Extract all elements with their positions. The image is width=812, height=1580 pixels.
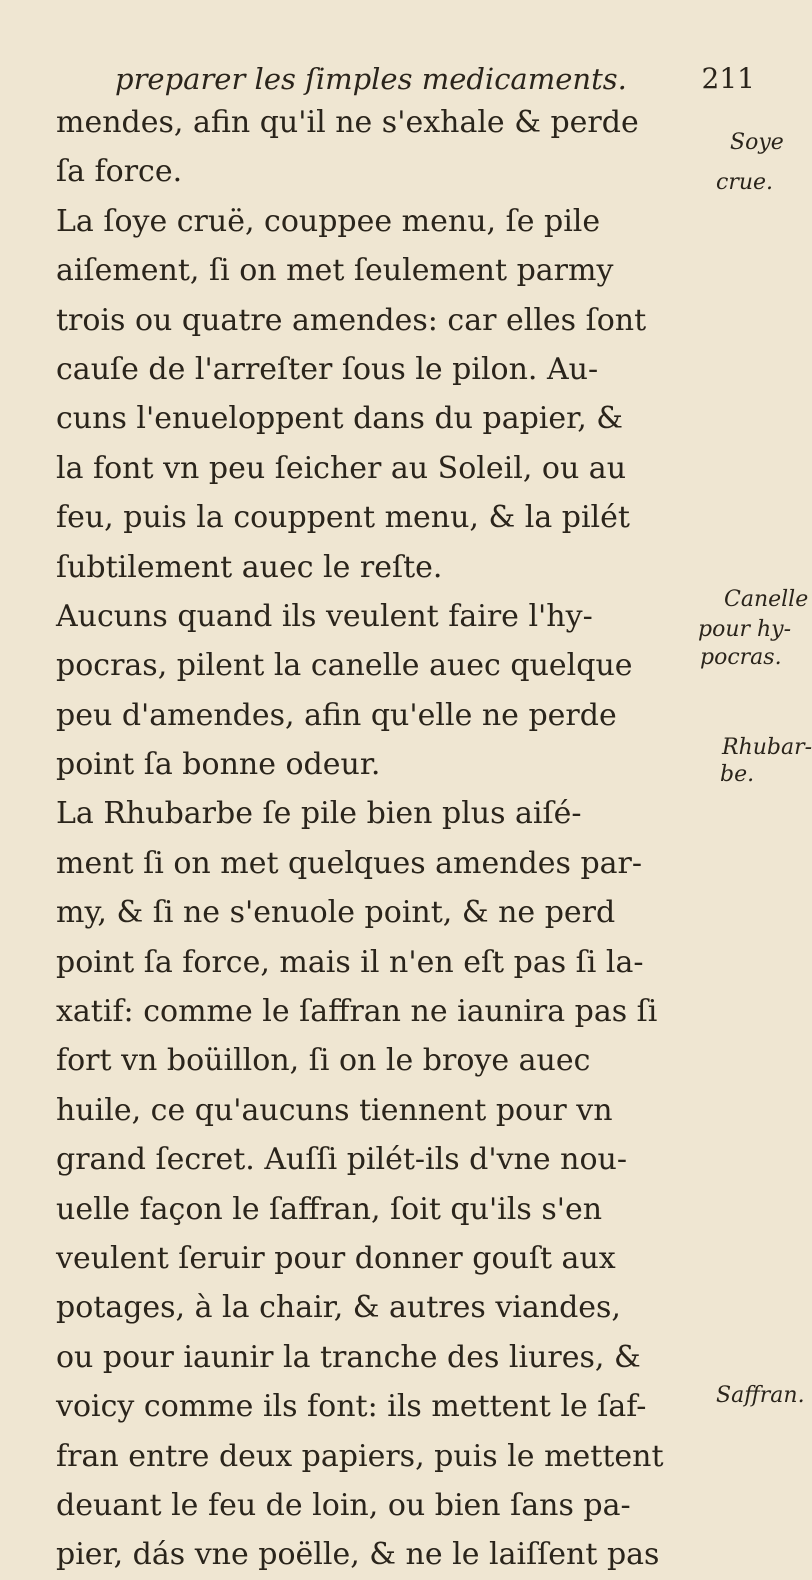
- margin-note: Saffran.: [716, 1383, 805, 1408]
- page-number: 211: [701, 62, 755, 95]
- text-line: my, & ſi ne s'enuole point, & ne perd: [56, 895, 616, 931]
- margin-note: Canelle: [724, 587, 809, 612]
- text-line: cuns l'enueloppent dans du papier, &: [56, 401, 623, 437]
- text-line: La Rhubarbe ſe pile bien plus aiſé-: [56, 796, 582, 832]
- text-line: trois ou quatre amendes: car elles ſont: [56, 302, 647, 338]
- text-line: huile, ce qu'aucuns tiennent pour vn: [56, 1092, 613, 1128]
- running-title: preparer les ſimples medicaments.: [115, 62, 627, 96]
- margin-note: crue.: [716, 170, 774, 195]
- margin-note: Rhubar-: [722, 735, 812, 760]
- text-line: point ſa force, mais il n'en eſt pas ſi la-: [56, 944, 644, 980]
- text-line: grand ſecret. Auſſi pilét-ils d'vne nou-: [56, 1142, 628, 1178]
- text-line: ſa force.: [56, 154, 183, 190]
- text-line: cauſe de l'arreſter ſous le pilon. Au-: [56, 351, 599, 387]
- text-line: ou pour iaunir la tranche des liures, &: [56, 1339, 641, 1375]
- margin-note: be.: [720, 762, 755, 787]
- text-line: xatif: comme le ſaffran ne iaunira pas ſi: [56, 994, 658, 1030]
- text-line: pier, dás vne poëlle, & ne le laiſſent pas: [56, 1537, 660, 1573]
- text-line: fran entre deux papiers, puis le mettent: [56, 1438, 664, 1474]
- text-line: voicy comme ils font: ils mettent le ſaf-: [56, 1389, 647, 1425]
- margin-note: pocras.: [700, 645, 782, 670]
- text-line: point ſa bonne odeur.: [56, 747, 381, 783]
- text-line: aiſement, ſi on met ſeulement parmy: [56, 253, 614, 289]
- text-line: deuant le feu de loin, ou bien ſans pa-: [56, 1487, 631, 1523]
- margin-note: Soye: [730, 130, 784, 155]
- text-line: la font vn peu ſeicher au Soleil, ou au: [56, 450, 627, 486]
- text-line: feu, puis la couppent menu, & la pilét: [56, 500, 630, 536]
- text-line: pocras, pilent la canelle auec quelque: [56, 648, 633, 684]
- text-line: peu d'amendes, afin qu'elle ne perde: [56, 697, 617, 733]
- text-line: La ſoye cruë, couppee menu, ſe pile: [56, 203, 601, 239]
- text-line: mendes, afin qu'il ne s'exhale & perde: [56, 105, 639, 140]
- text-line: veulent ſeruir pour donner gouſt aux: [56, 1240, 616, 1276]
- text-line: ment ſi on met quelques amendes par-: [56, 845, 643, 881]
- text-line: uelle façon le ſaffran, ſoit qu'ils s'en: [56, 1191, 603, 1227]
- text-line: potages, à la chair, & autres viandes,: [56, 1290, 621, 1326]
- text-line: fort vn boüillon, ſi on le broye auec: [56, 1043, 591, 1079]
- text-line: ſubtilement auec le reſte.: [56, 549, 443, 585]
- margin-note: pour hy-: [698, 617, 792, 642]
- text-line: Aucuns quand ils veulent faire l'hy-: [56, 598, 593, 634]
